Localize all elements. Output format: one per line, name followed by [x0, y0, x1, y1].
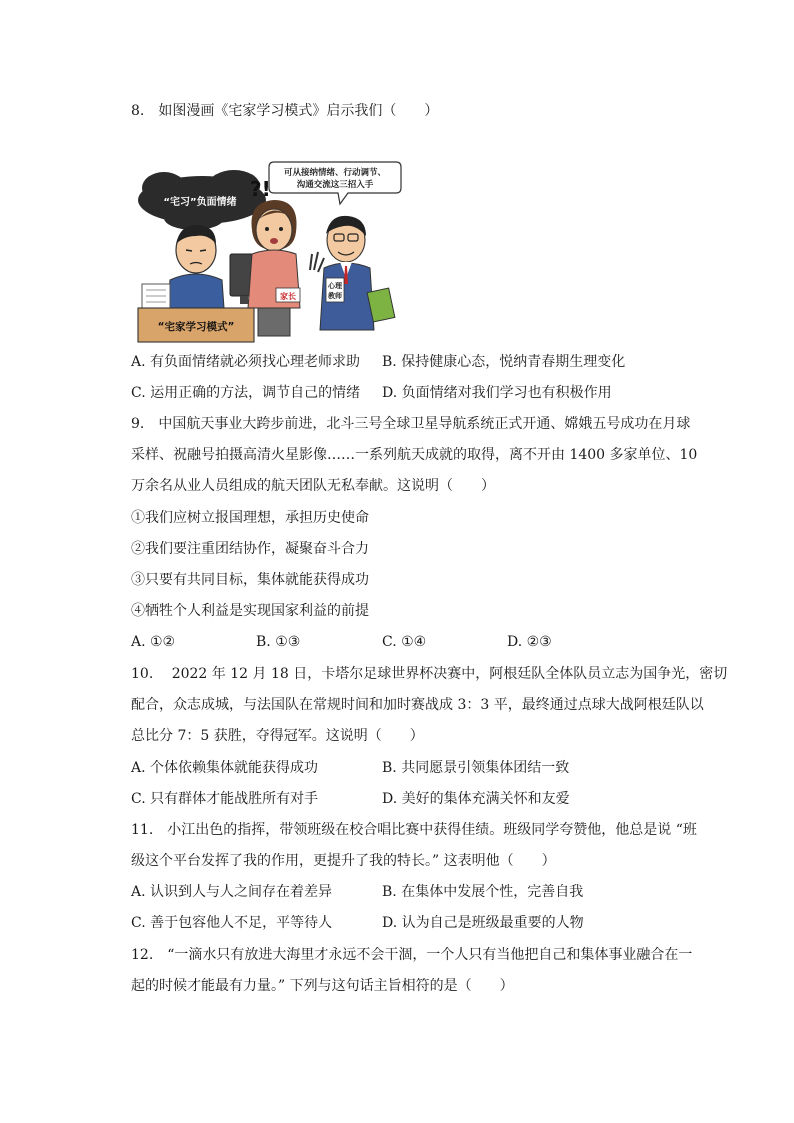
- q8-option-b: B. 保持健康心态，悦纳青春期生理变化: [382, 354, 626, 370]
- q9-statement-1: ①我们应树立报国理想，承担历史使命: [131, 510, 369, 526]
- bubble-right-line2: 沟通交流这三招入手: [296, 180, 374, 190]
- desk-banner: [138, 308, 254, 342]
- q8-stem: 8. 如图漫画《宅家学习模式》启示我们（ ）: [131, 103, 439, 119]
- q9-statement-4: ④牺牲个人利益是实现国家利益的前提: [131, 603, 369, 619]
- q11-option-a: A. 认识到人与人之间存在着差异: [131, 884, 333, 900]
- q8-option-c: C. 运用正确的方法，调节自己的情绪: [131, 385, 361, 401]
- q9-option-c: C. ①④: [382, 634, 427, 650]
- q8-option-a: A. 有负面情绪就必须找心理老师求助: [131, 354, 361, 370]
- q12-line2: 起的时候才能最有力量。” 下列与这句话主旨相符的是（ ）: [131, 978, 514, 994]
- student-figure: [142, 225, 224, 308]
- q9-option-d: D. ②③: [507, 634, 552, 650]
- q10-line1: 10. 2022 年 12 月 18 日，卡塔尔足球世界杯决赛中，阿根廷队全体队员立志为国争光，密切: [131, 666, 728, 682]
- teacher-figure: [310, 216, 395, 330]
- q9-line3: 万余名从业人员组成的航天团队无私奉献。这说明（ ）: [131, 478, 495, 494]
- parent-tag: 家长: [280, 292, 296, 301]
- q9-option-b: B. ①③: [256, 634, 301, 650]
- q9-statement-3: ③只要有共同目标，集体就能获得成功: [131, 572, 369, 588]
- q11-option-d: D. 认为自己是班级最重要的人物: [382, 915, 584, 931]
- teacher-tag-line1: 心理: [328, 282, 342, 290]
- q8-option-d: D. 负面情绪对我们学习也有积极作用: [382, 385, 612, 401]
- bubble-left-text: “宅习”负面情绪: [163, 197, 237, 208]
- thought-cloud: [138, 170, 266, 230]
- desk-label: “宅家学习模式”: [157, 321, 235, 333]
- q12-line1: 12. “一滴水只有放进大海里才永远不会干涸，一个人只有当他把自己和集体事业融合在一: [131, 947, 693, 963]
- bubble-right-line1: 可从接纳情绪、行动调节、: [283, 168, 387, 178]
- q11-line1: 11. 小江出色的指挥，带领班级在校合唱比赛中获得佳绩。班级同学夸赞他，他总是说 “班: [131, 822, 697, 838]
- teacher-tag-line2: 教师: [328, 292, 342, 300]
- q9-line1: 9. 中国航天事业大跨步前进，北斗三号全球卫星导航系统正式开通、嫦娥五号成功在月球: [131, 416, 691, 432]
- q10-option-c: C. 只有群体才能战胜所有对手: [131, 791, 319, 807]
- q10-line2: 配合，众志成城，与法国队在常规时间和加时赛战成 3：3 平，最终通过点球大战阿根廷队以: [131, 697, 704, 713]
- q9-line2: 采样、祝融号拍摄高清火星影像……一系列航天成就的取得，离不开由 1400 多家单位、10: [131, 447, 698, 463]
- comic-image: [134, 158, 402, 344]
- parent-figure: [248, 200, 300, 336]
- q11-option-c: C. 善于包容他人不足，平等待人: [131, 915, 333, 931]
- q11-option-b: B. 在集体中发展个性，完善自我: [382, 884, 584, 900]
- speech-bubble: [269, 162, 401, 204]
- q10-option-d: D. 美好的集体充满关怀和友爱: [382, 791, 570, 807]
- q9-statement-2: ②我们要注重团结协作，凝聚奋斗合力: [131, 541, 369, 557]
- q9-option-a: A. ①②: [131, 634, 176, 650]
- q11-line2: 级这个平台发挥了我的作用，更提升了我的特长。” 这表明他（ ）: [131, 853, 556, 869]
- q10-option-a: A. 个体依赖集体就能获得成功: [131, 760, 319, 776]
- q10-line3: 总比分 7：5 获胜，夺得冠军。这说明（ ）: [131, 728, 424, 744]
- q10-option-b: B. 共同愿景引领集体团结一致: [382, 760, 570, 776]
- surprise-symbol: ?!: [250, 177, 271, 201]
